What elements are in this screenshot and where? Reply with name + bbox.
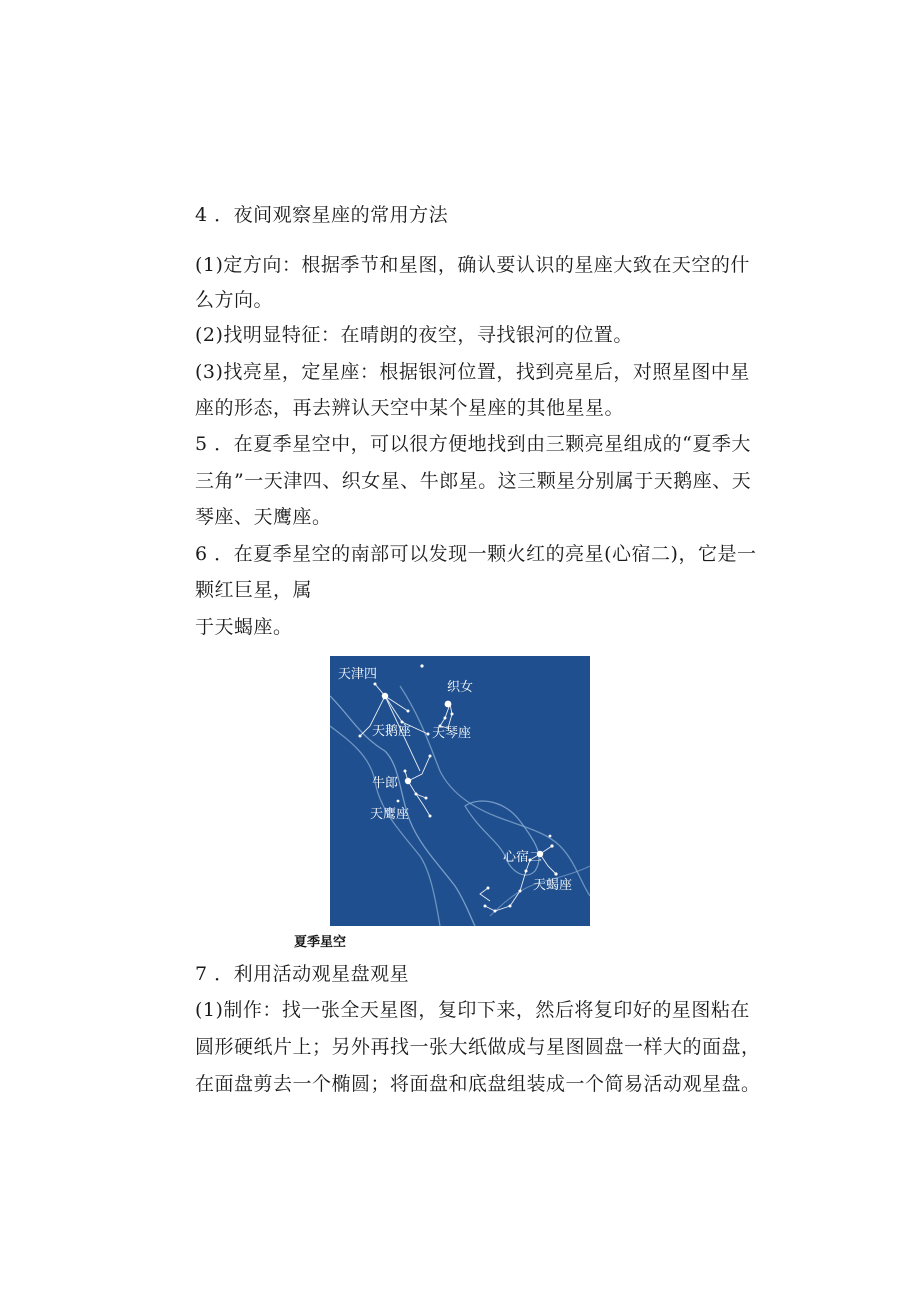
label-lyra: 天琴座 (432, 726, 472, 741)
section-7-heading: 7 ．利用活动观星盘观星 (195, 963, 410, 985)
label-altair: 牛郎 (372, 776, 399, 791)
label-cygnus: 天鹅座 (372, 724, 412, 739)
vega-star (445, 701, 452, 708)
label-vega: 织女 (447, 680, 474, 695)
paragraph-line: 么方向。 (195, 289, 274, 311)
summer-sky-figure (330, 656, 590, 926)
milky-way-edge (330, 726, 440, 926)
paragraph-line: 座的形态，再去辨认天空中某个星座的其他星星。 (195, 397, 625, 419)
paragraph-line: (1)定方向：根据季节和星图，确认要认识的星座大致在天空的什 (195, 254, 750, 276)
paragraph-line: 于天蝎座。 (195, 616, 293, 638)
label-aquila: 天鹰座 (370, 807, 410, 822)
label-antares: 心宿二 (503, 850, 543, 865)
altair-star (405, 778, 411, 784)
section-4-heading: 4 ．夜间观察星座的常用方法 (195, 204, 449, 226)
paragraph-line: (1)制作：找一张全天星图，复印下来，然后将复印好的星图粘在 (195, 999, 750, 1021)
star-map (330, 656, 590, 926)
paragraph-line: 在面盘剪去一个椭圆；将面盘和底盘组装成一个简易活动观星盘。 (195, 1073, 761, 1095)
section-6-line: 6 ．在夏季星空的南部可以发现一颗火红的亮星(心宿二)，它是一 (195, 543, 757, 565)
paragraph-line: 圆形硬纸片上；另外再找一张大纸做成与星图圆盘一样大的面盘， (195, 1036, 761, 1058)
label-deneb: 天津四 (338, 667, 378, 682)
milky-way-edge (400, 686, 590, 896)
paragraph-line: (2)找明显特征：在晴朗的夜空，寻找银河的位置。 (195, 324, 633, 346)
paragraph-line: (3)找亮星，定星座：根据银河位置，找到亮星后，对照星图中星 (195, 361, 750, 383)
constellation-lines (360, 684, 556, 911)
label-scorpius: 天蝎座 (533, 878, 573, 893)
deneb-star (382, 693, 388, 699)
paragraph-line: 三角”一天津四、织女星、牛郎星。这三颗星分别属于天鹅座、天 (195, 470, 752, 492)
figure-caption: 夏季星空 (294, 935, 347, 950)
section-5-line: 5 ．在夏季星空中，可以很方便地找到由三颗亮星组成的“夏季大 (195, 433, 751, 455)
paragraph-line: 颗红巨星，属 (195, 579, 313, 601)
paragraph-line: 琴座、天鹰座。 (195, 506, 332, 528)
